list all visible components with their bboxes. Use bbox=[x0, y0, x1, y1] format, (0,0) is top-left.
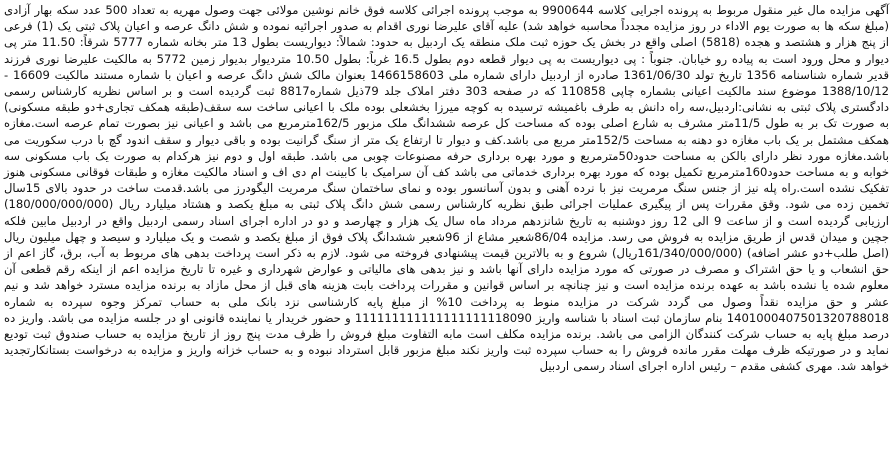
auction-notice-text: آگهی مزایده مال غیر منقول مربوط به پرونده اجرایی کلاسه 9900644 به موجب پرونده اجرائی کلاسه فوق خانم نوشین مولائی جهت وصول مهریه به تعداد 500 عدد سکه بهار آزادی (مبلغ سکه ها به صورت یوم الاداء در روز مزایده مجدداً محاسبه خواهد شد) علیه آقای علیرضا نوری اقدام به صدور اجرائیه نموده و شش دانگ عرصه و اعیان پلاک ثبتی یک (1) فرعی از پنج هزار و هشتصد و هجده (5818) اصلی واقع در بخش یک حوزه ثبت ملک منطقه یک اردبیل به حدود: شمالاً: دیواریست بطول 13 متر بخانه شماره 5777 شرقاً: 11.50 متر پی دیوار و محل ورود است به پیاده رو خیابان. جنوباً : پی دیواریست به پی دیوار قطعه دوم بطول 16.5 غرباً: بطول 10.50 مترديوار بديوار زمين 5772 به مالکيت عليرضا نوری فرزند قدیر شماره شناسنامه 1356 تاریخ تولد 1361/06/30 صادره از اردبیل دارای شماره ملی 1466158603 بعنوان مالک شش دانگ عرصه و اعیان با شماره مستند مالکیت 16609 - 1388/10/12 موضوع سند مالکیت اعیانی بشماره چاپی 110858 که در صفحه 303 دفتر املاک جلد 79ذیل شماره8817 ثبت گردیده است و بر اساس نظریه کارشناس رسمی دادگستری پلاک ثبتی به نشانی:اردبیل،سه راه دانش به طرف باغمیشه ترسیده به کوچه میرزا بخشعلی بوده ملک با اعیانی ساخت سه سقف(طبقه همکف تجاری+دو طبقه مسکونی) به صورت تک بر به طول 11/5متر مشرف به شارع اصلی بوده که مساحت کل عرصه ششدانگ ملک مزبور 162/5مترمربع می باشد و اعیانی نیز بصورت تمام عرصه است.مغازه همکف مشتمل بر یک باب مغازه دو دهنه به مساحت 152/5متر مربع می باشد.کف و دیوار تا ارتفاع یک متر از سنگ گرانیت بوده و باقی دیوار و سقف اندود گچ با درب سکوریت می باشد.مغازه مورد نظر دارای بالکن به مساحت حدود50مترمربع و مورد بهره برداری حرفه مصنوعات چوبی می باشد. طبقه اول و دوم نیز هرکدام به صورت یک باب مسکونی سه خوابه و به مساحت حدود160مترمربع تکمیل بوده که مورد بهره برداری خدماتی می باشد کف آن سرامیک با کابینت ام دی اف و اسناد مالکیت مغازه و طبقات فوقانی مسکونی هنوز تفکیک نشده است.راه پله نیز از جنس سنگ مرمریت نیز با نرده آهنی و بدون آسانسور بوده و نمای ساختمان سنگ مرمریت الیگودرز می باشد.قدمت ساخت در حدود بالای 15سال تخمین زده می شود. وقق مقررات پس از پیگیری عملیات اجرائی طبق نظریه کارشناس رسمی شش دانگ پلاک ثبتی به مبلغ یکصد و هشتاد میلیارد ریال (180/000/000/000) ارزیابی گردیده است و از ساعت 9 الی 12 روز دوشنبه به تاریخ شانزدهم مرداد ماه سال یک هزار و چهارصد و دو در اداره اجرای اسناد رسمی اردبیل واقع در اردبیل مابین فلکه جچین و میدان قدس از طریق مزایده به فروش می رسد. مزایده 86/04شعیر مشاع از 96شعیر ششدانگ پلاک فوق از مبلغ یکصد و شصت و یک میلیارد و سیصد و چهل میلیون ریال (اصل طلب+دو عشر اضافه) (161/340/000/000ریال) شروع و به بالاترین قیمت پیشنهادی فروخته می شود. لازم به ذکر است پرداخت بدهی های مربوط به آب، برق، گاز اعم از حق انشعاب و یا حق اشتراک و مصرف در صورتی که مورد مزایده دارای آنها باشد و نیز بدهی های مالیاتی و عوارض شهرداری و غیره تا تاریخ مزایده اعم از اینکه رقم قطعی آن معلوم شده یا نشده باشد به عهده برنده مزایده است و نیز چنانچه بر اساس قوانین و مقررات پرداخت بابت هزینه های قبل از محل مازاد به برنده مزایده مسترد خواهد شد و نیم عشر و حق مزایده نقداً وصول می گردد شرکت در مزایده منوط به پرداخت 10% از مبلغ پایه کارشناسی نزد بانک ملی به حساب تمرکز وجوه سپرده به شماره 1401000407501320788018 بنام سازمان ثبت اسناد با شناسه واریز 111111111111111111118090 و حضور خریدار یا نماینده قانونی او در جلسه مزایده می باشد. واریز ده درصد مبلغ پایه به حساب شرکت کنندگان الزامی می باشد. برنده مزایده مکلف است مابه التفاوت مبلغ فروش را ظرف مدت پنج روز از تاریخ مزایده به حساب صندوق ثبت تودیع نماید و در صورتیکه ظرف مهلت مقرر مانده فروش را به حساب سپرده ثبت واریز نکند مبلغ مزبور قابل استرداد نبوده و به حساب خزانه واریز و مزایده به درخواست بستانکارتجدید خواهد شد. مهری کشفی مقدم – رئیس اداره اجرای اسناد رسمی اردبیل bbox=[4, 3, 889, 374]
